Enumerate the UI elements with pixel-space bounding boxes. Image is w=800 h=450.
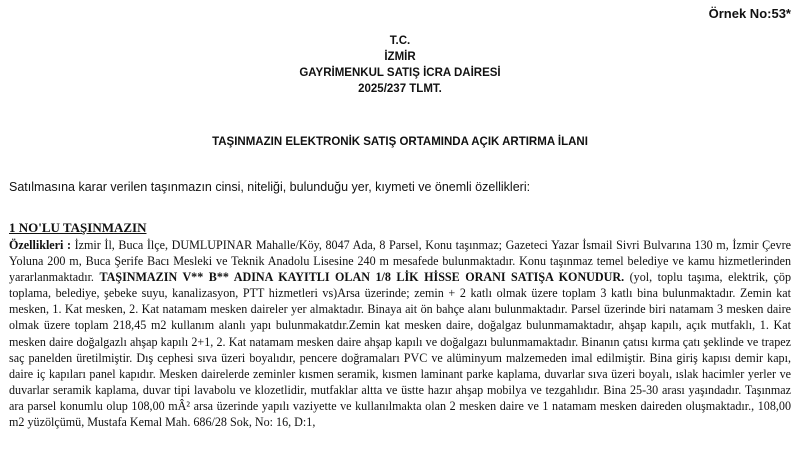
header-city: İZMİR xyxy=(384,51,416,63)
header-country: T.C. xyxy=(389,35,411,47)
announcement-title: TAŞINMAZIN ELEKTRONİK SATIŞ ORTAMINDA AÇIK ARTIRMA İLANI xyxy=(212,136,588,148)
property-features xyxy=(9,237,791,430)
features-share-notice: TAŞINMAZIN V** B** ADINA KAYITLI OLAN 1/8 LİK HİSSE ORANI SATIŞA KONUDUR. xyxy=(99,270,625,285)
header-file-number: 2025/237 TLMT. xyxy=(358,83,442,95)
intro-text: Satılmasına karar verilen taşınmazın cinsi, niteliği, bulunduğu yer, kıymeti ve önemli özellikleri: xyxy=(9,180,531,194)
header-office: GAYRİMENKUL SATIŞ İCRA DAİRESİ xyxy=(299,67,501,79)
document-header xyxy=(0,33,800,97)
features-label: Özellikleri : xyxy=(9,238,72,252)
section-title: 1 NO'LU TAŞINMAZIN xyxy=(9,220,147,235)
sample-number: Örnek No:53* xyxy=(708,6,791,21)
features-text-part2: (yol, toplu taşıma, elektrik, çöp toplama, belediye, şebeke suyu, kanalizasyon, PTT hizmetleri vs)Arsa üzerinde; zemin + 2 katlı olmak üzere toplam 3 katlı bina bulunmaktadır. Zemin kat mesken, 1. Kat mesken, 2. Kat natamam mesken daireler yer almaktadır. Binaya ait ön bahçe alanı bulunmaktadır. Parsel üzerinde biri natamam 3 mesken daire olmak üzere toplam 218,45 m2 kullanım alanlı yapı bulunmakatdır.Zemin kat mesken daire, doğalgaz bulunmamaktadır, ahşap kapılı, açık mutfaklı, 1. Kat mesken daire doğalgazlı ahşap kapılı 2+1, 2. Kat natamam mesken daire ahşap kapılı ve doğalgazı bulunmamaktadır. Binanın çatısı kırma çatı şeklinde ve trapez saç panelden üretilmiştir. Dış cephesi sıva üzeri boyalıdır, pencere doğramaları PVC ve alüminyum malzemeden imal edilmiştir. Bina giriş kapısı demir kapı, daire iç kapıları panel kapıdır. Mesken dairelerde zeminler kısmen seramik, kısmen laminant parke kaplama, duvarlar sıva üzeri boyalı, ıslak hacimler yerler ve duvarlar seramik kaplama, duvar tipi lavabolu ve klozetlidir, mutfaklar altta ve üstte hazır ahşap mobilya ve tezgahlıdır. Bina 25-30 arası yaşındadır. Taşınmaz ara parsel konumlu olup 108,00 mÂ² arsa üzerinde yapılı vaziyette ve kullanılmakta olan 2 mesken daire ve 1 natamam mesken daireden oluşmaktadır., 108,00 m2 yüzölçümü, Mustafa Kemal Mah. 686/28 Sok, No: 16, D:1, xyxy=(9,270,791,430)
features-text-part1: İzmir İl, Buca İlçe, DUMLUPINAR Mahalle/Köy, 8047 Ada, 8 Parsel, Konu taşınmaz; Gazeteci Yazar İsmail Sivri Bulvarına 130 m, İzmir Çevre Yoluna 200 m, Buca Şerife Bacı Mesleki ve Teknik Anadolu Lisesine 240 m mesafede bulunmaktadır. Konu taşınmaz temel belediye ve kamu hizmetlerinden yararlanmaktadır. xyxy=(9,238,791,285)
